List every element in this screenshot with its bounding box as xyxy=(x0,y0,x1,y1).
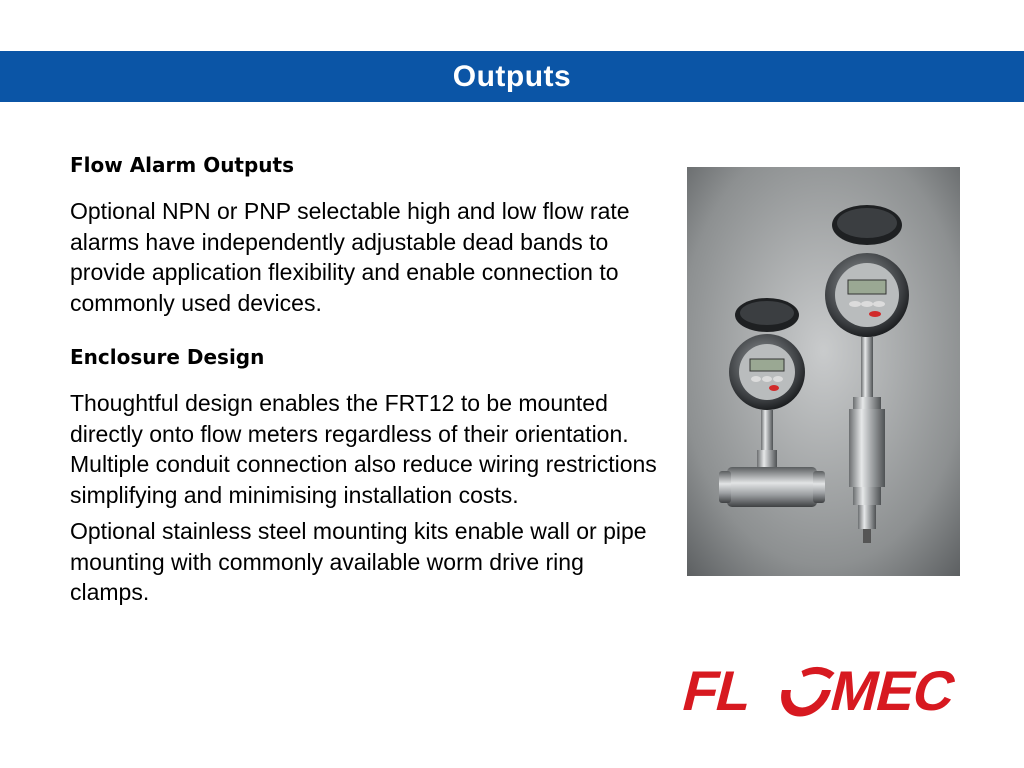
svg-text:FL: FL xyxy=(676,660,759,720)
section-paragraph: Thoughtful design enables the FRT12 to be mounted directly onto flow meters regardless of their orientation. Multiple conduit connection also reduce wiring restrictions simplifying and minimising installation costs. xyxy=(70,390,657,508)
content-area xyxy=(70,150,660,608)
title-bar xyxy=(0,51,1024,102)
flomec-logo xyxy=(676,660,972,720)
svg-text:MEC: MEC xyxy=(824,660,962,720)
section-paragraph: Optional NPN or PNP selectable high and low flow rate alarms have independently adjustable dead bands to provide application flexibility and enable connection to commonly used devices. xyxy=(70,198,630,316)
section-paragraph: Optional stainless steel mounting kits enable wall or pipe mounting with commonly available worm drive ring clamps. xyxy=(70,518,647,605)
section-flow-alarm xyxy=(70,150,660,318)
product-photo xyxy=(687,167,960,576)
section-heading: Enclosure Design xyxy=(70,345,265,369)
section-enclosure-design xyxy=(70,342,660,608)
slide-title: Outputs xyxy=(452,59,572,93)
section-heading: Flow Alarm Outputs xyxy=(70,153,295,177)
